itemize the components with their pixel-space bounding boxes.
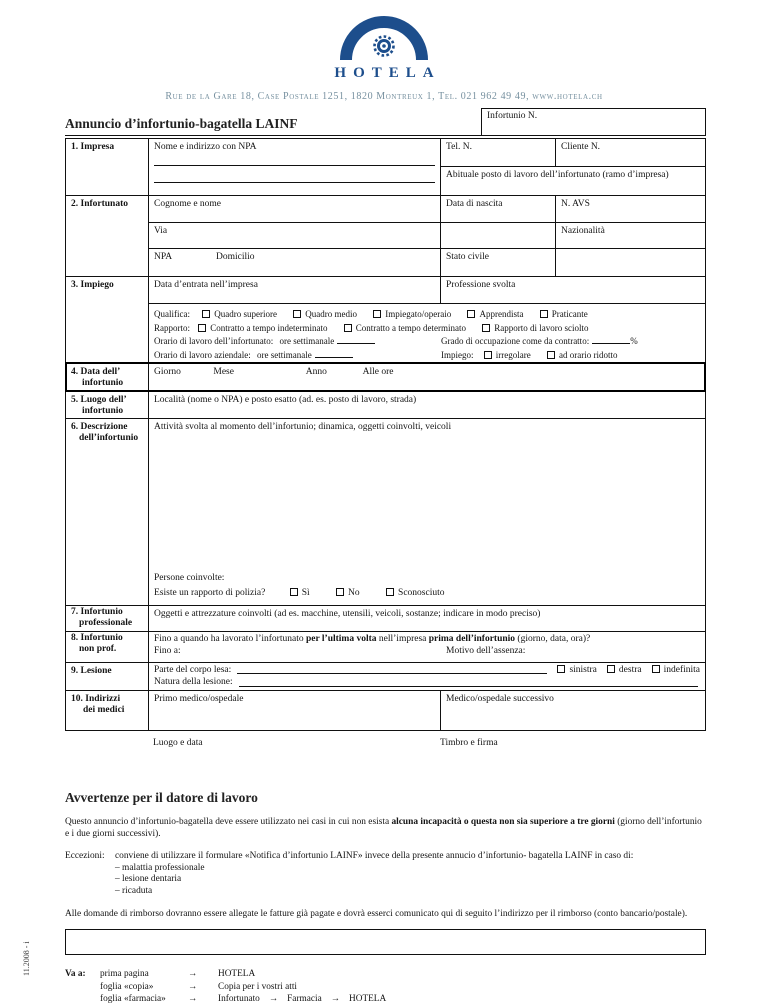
signature-line (65, 738, 706, 760)
exceptions-block (65, 851, 706, 897)
qualifica-label: Qualifica: (154, 308, 190, 319)
arrow-icon: → (188, 969, 198, 980)
row-descrizione (66, 418, 705, 605)
police-option-label: No (348, 587, 360, 598)
form-code: 11.2008 - i (22, 941, 31, 976)
checkbox-polizia-sconosciuto[interactable] (386, 588, 394, 596)
orario-infortunato-line (154, 335, 700, 349)
persons-involved-field[interactable]: Persone coinvolte: (154, 573, 225, 584)
arrow-icon: → (268, 994, 279, 1005)
description-writing-area[interactable] (149, 433, 705, 570)
notes-paragraph-2: Alle domande di rimborso dovranno essere allegate le fatture già pagate e dovrà esserci comunicato qui di seguito l’indirizzo per il rimborso (conto bancario/postale). (65, 908, 688, 919)
arrow-icon: → (330, 994, 341, 1005)
hours-injured-label: Orario di lavoro dell’infortunato: (154, 336, 274, 347)
npa-label: NPA (154, 252, 172, 263)
body-part-label: Parte del corpo lesa: (154, 665, 232, 675)
surname-name-field[interactable]: Cognome e nome (149, 196, 441, 222)
checkbox-rapporto-sciolto[interactable] (482, 324, 490, 332)
objects-involved-field[interactable]: Oggetti e attrezzature coinvolti (ad es. macchine, utensili, veicoli, sostanze; indicare in modo preciso) (154, 609, 541, 619)
occupation-grade-label: Grado di occupazione come da contratto: (441, 336, 590, 347)
place-date-label: Luogo e data (153, 738, 203, 748)
impiego-option-label: ad orario ridotto (558, 350, 618, 361)
weekly-hours-label: ore settimanale (279, 336, 335, 347)
qualifica-option-label: Impiegato/operaio (385, 308, 452, 319)
company-name-address-label: Nome e indirizzo con NPA (154, 142, 257, 152)
title-cell (65, 108, 481, 136)
route-row: foglia «copia» → Copia per i vostri atti (100, 981, 298, 992)
birthdate-field[interactable]: Data di nascita (441, 196, 556, 222)
checkbox-quadro-medio[interactable] (293, 310, 301, 318)
impiego-label: Impiego: (441, 350, 474, 361)
description-prompt: Attività svolta al momento dell’infortunio; dinamica, oggetti coinvolti, veicoli (154, 422, 452, 432)
company-address: Rue de la Gare 18, Case Postale 1251, 1820 Montreux 1, Tel. 021 962 49 49, www.hotela.ch (165, 91, 603, 102)
checkbox-contratto-determinato[interactable] (344, 324, 352, 332)
checkbox-lesione-sinistra[interactable] (557, 665, 565, 673)
qualifica-option-label: Quadro superiore (214, 308, 277, 319)
weekly-hours-label-2: ore settimanale (256, 350, 312, 361)
until-field[interactable]: Fino a: (154, 646, 181, 657)
police-report-label: Esiste un rapporto di polizia? (154, 587, 266, 598)
lesione-option-label: indefinita (663, 665, 700, 675)
fill-line-lesion-nature[interactable] (239, 677, 698, 686)
row-lesione (66, 662, 705, 690)
qualifica-option-label: Apprendista (479, 308, 524, 319)
rapporto-option-label: Contratto a tempo indeterminato (210, 322, 328, 333)
police-option-label: Sconosciuto (398, 587, 445, 598)
row-infortunio-professionale (66, 605, 705, 631)
row-impiego (66, 276, 705, 363)
percent-sign: % (630, 336, 638, 347)
checkbox-praticante[interactable] (540, 310, 548, 318)
civil-status-field[interactable]: Stato civile (441, 249, 556, 276)
body-part-line (149, 663, 705, 676)
route-row: foglia «farmacia» → Infortunato → Farmacia → HOTELA (100, 994, 387, 1005)
form-title: Annuncio d’infortunio-bagatella LAINF (65, 116, 298, 131)
row-data-infortunio (66, 363, 705, 391)
company-name-address-field[interactable] (149, 139, 441, 195)
checkbox-lesione-indefinita[interactable] (652, 665, 660, 673)
nationality-field[interactable]: Nazionalità (561, 225, 605, 236)
fill-line-weekly-hours[interactable] (337, 343, 375, 344)
hotela-logo-icon (336, 16, 432, 60)
title-row (65, 108, 706, 136)
row-infortunio-non-prof (66, 631, 705, 662)
empty-cell[interactable] (556, 249, 705, 276)
rapporto-line (154, 322, 700, 336)
row-lesione-label: 9. Lesione (66, 663, 149, 690)
rapporto-label: Rapporto: (154, 322, 190, 333)
row-impresa-label: 1. Impresa (66, 139, 149, 195)
row-infortunio-non-prof-label: 8. Infortunio non prof. (66, 632, 149, 662)
arrow-icon: → (188, 981, 198, 992)
row-indirizzi-medici (66, 690, 705, 730)
domicile-label: Domicilio (215, 252, 255, 263)
police-report-line (149, 585, 705, 605)
brand-name: HOTELA (334, 65, 441, 81)
checkbox-irregolare[interactable] (484, 351, 492, 359)
exceptions-text: conviene di utilizzare il formulare «Notifica d’infortunio LAINF» invece della presente annucio d’infortunio- bagatella LAINF in caso di: (115, 851, 634, 862)
day-label: Giorno (154, 367, 181, 377)
absence-reason-field[interactable]: Motivo dell’assenza: (446, 646, 526, 657)
exception-item: – lesione dentaria (115, 874, 182, 885)
qualifica-option-label: Quadro medio (305, 308, 357, 319)
year-label: Anno (305, 367, 327, 377)
routing-footer (65, 968, 706, 1006)
fill-line-weekly-hours-2[interactable] (315, 357, 353, 358)
checkbox-orario-ridotto[interactable] (547, 351, 555, 359)
notes-paragraph-1: Questo annuncio d’infortunio-bagatella deve essere utilizzato nei casi in cui non esista alcuna incapacità o questa non sia superiore a tre giorni (giorno dell’infortunio e i due giorni successivi). (65, 817, 702, 839)
empty-cell[interactable] (441, 223, 556, 249)
row-luogo-label: 5. Luogo dell’ infortunio (66, 392, 149, 418)
police-option-label: Sì (301, 587, 310, 598)
client-number-field[interactable]: Cliente N. (561, 142, 601, 152)
hours-company-label: Orario di lavoro aziendale: (154, 350, 251, 361)
street-field[interactable]: Via (149, 223, 441, 249)
exceptions-label: Eccezioni: (65, 851, 105, 862)
row-luogo (66, 391, 705, 418)
row-descrizione-label: 6. Descrizione dell’infortunio (66, 419, 149, 605)
npa-domicile-field[interactable] (149, 249, 441, 276)
stamp-signature-label: Timbro e firma (440, 738, 498, 748)
row-infortunato-label: 2. Infortunato (66, 196, 149, 276)
header (0, 16, 768, 102)
lesione-option-label: sinistra (569, 665, 597, 675)
arrow-icon: → (188, 994, 198, 1005)
row-infortunato (66, 195, 705, 276)
profession-field[interactable]: Professione svolta (446, 280, 516, 290)
orario-aziendale-line (154, 349, 700, 363)
impiego-option-label: irregolare (495, 350, 531, 361)
row-impresa (66, 139, 705, 195)
qualifica-option-label: Praticante (551, 308, 588, 319)
fill-line-grade[interactable] (592, 343, 630, 344)
avs-number-field[interactable]: N. AVS (561, 199, 590, 209)
row-impiego-label: 3. Impiego (66, 277, 149, 363)
lesione-option-label: destra (618, 665, 642, 675)
form-table (65, 138, 706, 731)
last-worked-question: Fino a quando ha lavorato l’infortunato per l’ultima volta nell’impresa prima dell’infortunio (giorno, data, ora)? (154, 634, 591, 644)
row-data-infortunio-label: 4. Data dell’ infortunio (66, 364, 149, 391)
accident-place-field[interactable]: Località (nome o NPA) e posto esatto (ad. es. posto di lavoro, strada) (154, 395, 417, 405)
checkbox-apprendista[interactable] (467, 310, 475, 318)
checkbox-contratto-indeterminato[interactable] (198, 324, 206, 332)
lesion-nature-label: Natura della lesione: (154, 677, 233, 688)
va-a-label: Va a: (65, 969, 86, 980)
exception-item: – malattia professionale (115, 862, 205, 873)
qualifica-line (154, 308, 700, 322)
exception-item: – ricaduta (115, 885, 153, 896)
next-doctor-field[interactable]: Medico/ospedale successivo (446, 694, 554, 704)
rapporto-option-label: Rapporto di lavoro sciolto (494, 322, 589, 333)
workplace-field[interactable]: Abituale posto di lavoro dell’infortunato (ramo d’impresa) (446, 170, 669, 180)
month-label: Mese (213, 367, 234, 377)
hour-label: Alle ore (362, 367, 394, 377)
rapporto-option-label: Contratto a tempo determinato (355, 322, 466, 333)
fill-line-body-part[interactable] (237, 665, 547, 674)
case-number-label: Infortunio N. (487, 111, 538, 121)
first-doctor-field[interactable]: Primo medico/ospedale (149, 691, 441, 730)
fill-line-address-2[interactable] (154, 182, 435, 183)
form-content (65, 108, 706, 1006)
checkbox-lesione-destra[interactable] (607, 665, 615, 673)
row-infortunio-professionale-label: 7. Infortunio professionale (66, 606, 149, 631)
checkbox-quadro-superiore[interactable] (202, 310, 210, 318)
checkbox-polizia-si[interactable] (290, 588, 298, 596)
row-indirizzi-medici-label: 10. Indirizzi dei medici (66, 691, 149, 730)
case-number-box[interactable] (481, 108, 706, 136)
entry-date-field[interactable]: Data d’entrata nell’impresa (149, 277, 441, 303)
checkbox-impiegato-operaio[interactable] (373, 310, 381, 318)
checkbox-polizia-no[interactable] (336, 588, 344, 596)
lesion-nature-line (149, 676, 705, 688)
route-row: prima pagina → HOTELA (100, 969, 256, 980)
tel-field[interactable]: Tel. N. (441, 139, 556, 166)
notes-heading: Avvertenze per il datore di lavoro (65, 790, 258, 805)
accident-date-field[interactable] (149, 364, 705, 391)
employer-notes (65, 790, 706, 955)
refund-account-box[interactable] (65, 929, 706, 955)
fill-line-address-1[interactable] (154, 165, 435, 166)
